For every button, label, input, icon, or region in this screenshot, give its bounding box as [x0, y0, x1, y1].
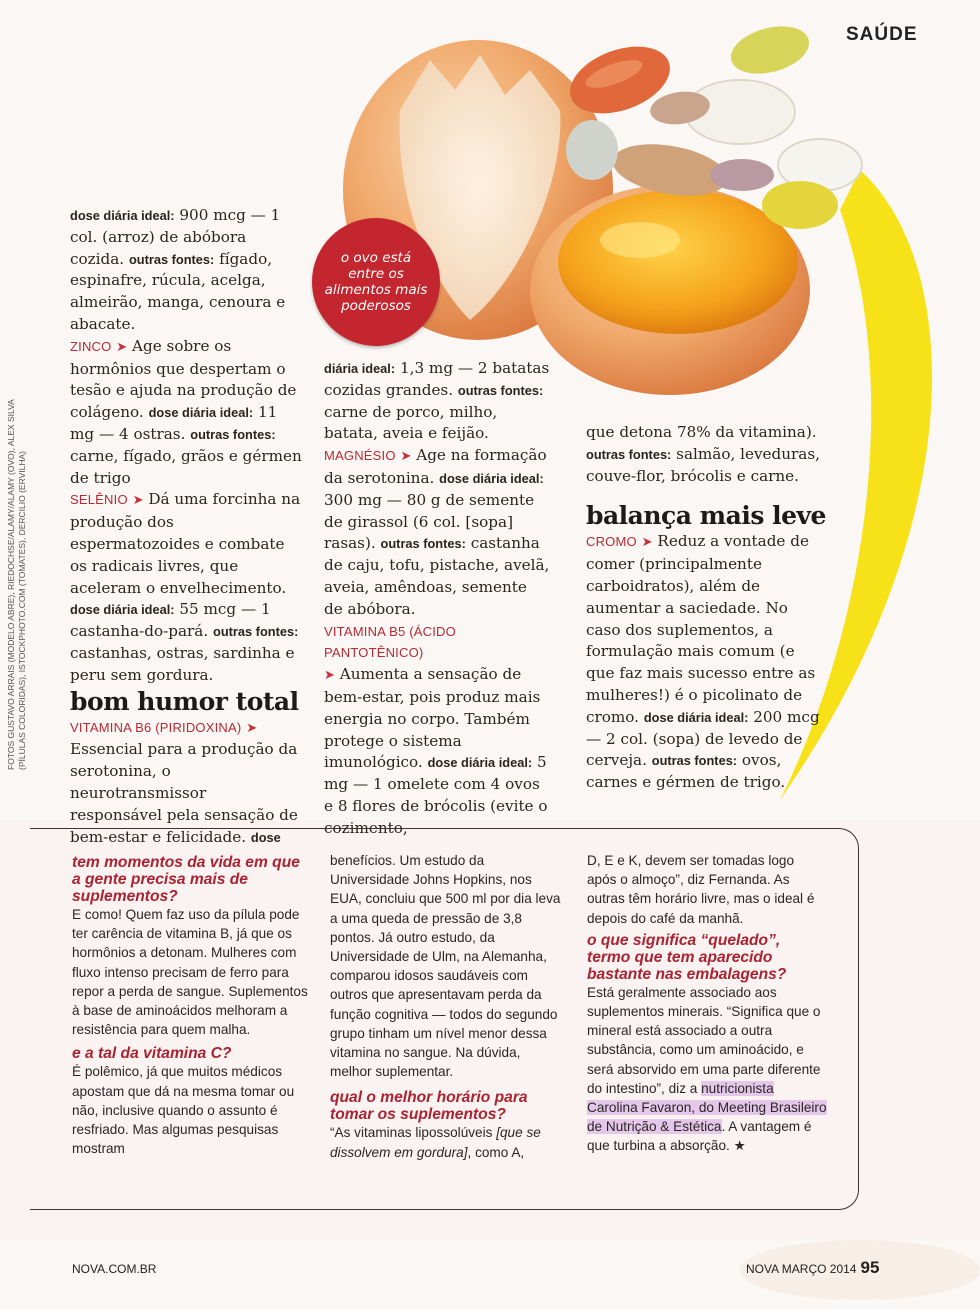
magnesium-dose: 300 mg — 80 g de semente de girassol (6 col. [sopa] rasas). — [324, 490, 535, 553]
magnesium-keyword: MAGNÉSIO — [324, 448, 396, 464]
b6-dose-continued — [324, 358, 550, 445]
b5-keyword: VITAMINA B5 (ÁCIDO PANTOTÊNICO) — [324, 623, 456, 661]
photo-credits: FOTOS GUSTAVO ARRAIS (MODELO ABRE), RIEDOCHSE/ALAMY/ALAMY (OVO), ALEX SILVA (PÍLULAS COLORIDAS), ISTOCKPHOTO.COM (TOMATES), DERCILIO (ERVILHA) — [6, 399, 27, 770]
other-sources-text: salmão, leveduras, couve-flor, brócolis e carne. — [586, 444, 820, 485]
chromium-dose: 200 mcg — 2 col. (sopa) de levedo de cerveja. — [586, 707, 820, 770]
chromium-paragraph — [586, 531, 826, 794]
zinc-keyword: ZINCO — [70, 338, 112, 354]
dose-label: dose diária ideal: — [148, 405, 254, 421]
other-sources-text: carne de porco, milho, batata, aveia e feijão. — [324, 402, 498, 443]
b6-keyword: VITAMINA B6 (PIRIDOXINA) — [70, 719, 242, 735]
other-sources-label: outras fontes: — [190, 426, 276, 442]
question-best-time: qual o melhor horário para tomar os suplementos? — [330, 1089, 528, 1124]
answer-text: “As vitaminas lipossolúveis — [330, 1125, 497, 1141]
footer-site: NOVA.COM.BR — [72, 1262, 157, 1276]
arrow-icon: ➤ — [132, 493, 144, 509]
b6-text: Essencial para a produção da serotonina, o neurotransmissor responsável pela sensação de bem-estar e felicidade. — [70, 740, 298, 846]
other-sources-label: outras fontes: — [128, 251, 215, 267]
zinc-text: Age sobre os hormônios que despertam o tesão e ajuda na produção de colágeno. — [70, 336, 297, 422]
qa-column-3 — [587, 851, 827, 1156]
vitamin-a-dose-paragraph — [70, 205, 302, 336]
b5-dose-continued — [586, 422, 826, 487]
selenium-keyword: SELÊNIO — [70, 492, 128, 508]
question-vitamin-c: e a tal da vitamina C? — [72, 1045, 232, 1063]
selenium-other-sources: castanhas, ostras, sardinha e peru sem gordura. — [70, 643, 295, 684]
other-sources-label: outras fontes: — [457, 382, 544, 398]
article-column-2 — [324, 358, 550, 840]
qa-column-1 — [72, 854, 308, 1158]
selenium-paragraph — [70, 489, 302, 686]
magnesium-paragraph — [324, 445, 550, 620]
other-sources-label: outras fontes: — [213, 624, 299, 640]
section-tag: SAÚDE — [846, 24, 918, 45]
zinc-dose: 11 mg — 4 ostras. — [70, 403, 278, 443]
other-sources-label: outras fontes: — [586, 446, 672, 462]
dose-text: 900 mcg — 1 col. (arroz) de abóbora cozida. — [70, 206, 281, 268]
article-column-3 — [586, 422, 826, 794]
answer-vitamin-c: É polêmico, já que muitos médicos apostam que dá na mesma tomar ou não, inclusive quando o assunto é resfriado. Mas algumas pesquisas mostram — [72, 1064, 295, 1157]
dose-label: dose diária ideal: — [70, 602, 175, 618]
selenium-dose: 55 mcg — 1 castanha-do-pará. — [70, 600, 271, 641]
issue-label: NOVA MARÇO 2014 — [746, 1262, 857, 1276]
magnesium-other-sources: castanha de caju, tofu, pistache, avelã, aveia, amêndoas, semente de abóbora. — [324, 534, 550, 618]
other-sources-label: outras fontes: — [380, 536, 466, 552]
dose-label: dose diária ideal: — [643, 709, 749, 725]
dose-label: dose diária ideal: — [70, 208, 175, 223]
badge-text: o ovo está entre os alimentos mais poderosos — [324, 250, 428, 314]
answer-text: . A vantagem é que turbina a absorção. ★ — [587, 1119, 812, 1154]
zinc-other-sources: carne, fígado, grãos e gérmen de trigo — [70, 446, 302, 487]
dose-label: dose — [250, 829, 281, 845]
answer-text: , como A, — [467, 1144, 525, 1160]
dose-text: 1,3 mg — 2 batatas cozidas grandes. — [324, 359, 550, 399]
arrow-icon: ➤ — [641, 535, 653, 551]
page-number: 95 — [860, 1258, 880, 1277]
egg-callout-badge — [312, 218, 440, 346]
qa-column-2 — [330, 851, 562, 1162]
answer-text: Está geralmente associado aos suplementos minerais. “Significa que o mineral está associado a outra substância, como um aminoácido, e será absorvido em uma parte diferente do intestino”, diz a — [587, 984, 821, 1096]
dose-label: diária ideal: — [324, 361, 396, 376]
answer-chelated — [587, 983, 827, 1156]
arrow-icon: ➤ — [116, 339, 128, 355]
other-sources-text: fígado, espinafre, rúcula, acelga, almeirão, manga, cenoura e abacate. — [70, 249, 286, 333]
heading-bom-humor: bom humor total — [70, 686, 299, 716]
chromium-keyword: CROMO — [586, 534, 637, 550]
dose-label: dose diária ideal: — [439, 470, 544, 486]
arrow-icon: ➤ — [246, 720, 258, 736]
arrow-icon: ➤ — [400, 449, 412, 465]
question-chelated: o que significa “quelado”, termo que tem aparecido bastante nas embalagens? — [587, 931, 787, 983]
answer-vitamin-c-continued: benefícios. Um estudo da Universidade Johns Hopkins, nos EUA, concluiu que 500 ml por dia leva a uma queda de pressão de 3,8 pontos. Já outro estudo, da Universidade de Ulm, na Alemanha, comparou idosos saudáveis com outros que apresentavam perda da função cognitiva — todos do segundo grupo tinham um nível menor dessa vitamina no sangue. Na dúvida, melhor suplementar. — [330, 853, 561, 1080]
other-sources-label: outras fontes: — [651, 753, 738, 769]
answer-italic: [que se dissolvem em gordura] — [330, 1125, 541, 1160]
selenium-text: Dá uma forcinha na produção dos espermatozoides e combate os radicais livres, que aceleram o envelhecimento. — [70, 490, 301, 597]
b5-text: Aumenta a sensação de bem-estar, pois produz mais energia no corpo. Também protege o sistema imunológico. — [324, 665, 541, 772]
chromium-text: Reduz a vontade de comer (principalmente carboidratos), além de aumentar a saciedade. No caso dos suplementos, a formulação mais comum (e que faz mais sucesso entre as mulheres!) é o picolinato de cromo. — [586, 532, 816, 726]
zinc-paragraph — [70, 336, 302, 490]
heading-balanca: balança mais leve — [586, 501, 826, 531]
b5-paragraph — [324, 621, 550, 840]
article-column-1 — [70, 205, 302, 848]
question-supplement-times: tem momentos da vida em que a gente precisa mais de suplementos? — [72, 854, 300, 905]
footer-issue — [746, 1258, 879, 1278]
magnesium-text: Age na formação da serotonina. — [324, 446, 547, 487]
b5-dose: 5 mg — 1 omelete com 4 ovos e 8 flores de brócolis (evite o cozimento, — [324, 753, 548, 837]
arrow-icon: ➤ — [324, 668, 335, 684]
continued-text: que detona 78% da vitamina). — [586, 423, 817, 441]
answer-supplement-times: E como! Quem faz uso da pílula pode ter carência de vitamina B, já que os hormônios a detonam. Mulheres com fluxo intenso precisam de ferro para repor a perda de sangue. Suplementos à base de aminoácidos melhoram a resistência para quem malha. — [72, 907, 308, 1038]
answer-best-time-continued: D, E e K, devem ser tomadas logo após o almoço”, diz Fernanda. As outras têm horário livre, mas o ideal é depois do café da manhã. — [587, 853, 815, 926]
dose-label: dose diária ideal: — [427, 755, 533, 771]
chromium-other-sources: ovos, carnes e gérmen de trigo. — [586, 751, 786, 792]
highlighted-text: nutricionista Carolina Favaron, do Meeting Brasileiro de Nutrição & Estética — [587, 1080, 827, 1135]
answer-best-time — [330, 1123, 562, 1161]
